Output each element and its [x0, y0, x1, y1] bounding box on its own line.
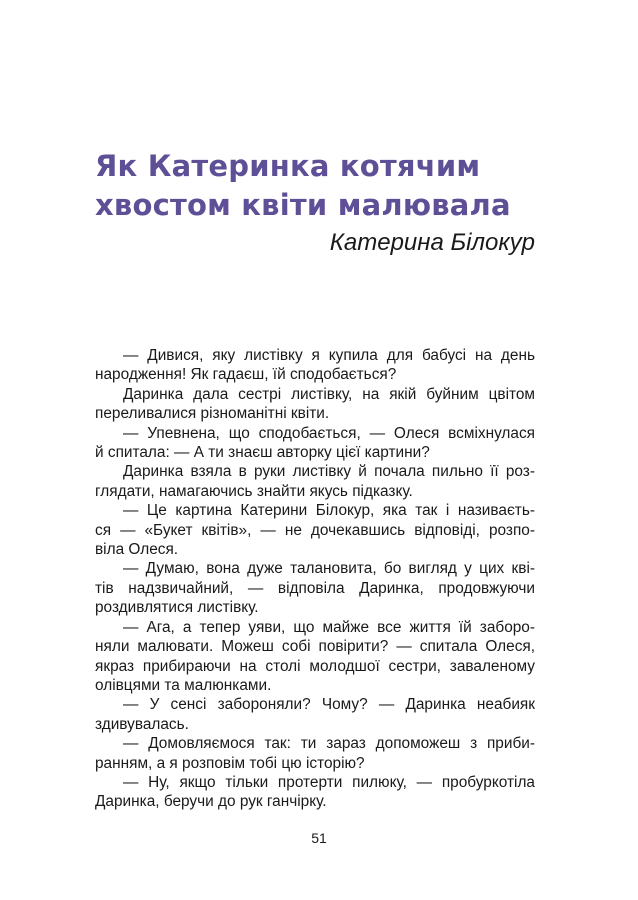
text-line: Даринка дала сестрі листівку, на якій буйним цвітом — [123, 385, 535, 403]
text-line: здивувалась. — [95, 715, 189, 733]
text-line: якраз прибираючи на столі молодшої сестри, заваленому — [95, 657, 535, 675]
text-line: віла Олеся. — [95, 541, 179, 559]
chapter-title — [95, 147, 555, 225]
text-line: глядати, намагаючись знайти якусь підказку. — [95, 482, 413, 500]
text-line: — Упевнена, що сподобається, — Олеся всміхнулася — [123, 424, 535, 442]
text-line: — У сенсі забороняли? Чому? — Даринка неабияк — [123, 696, 535, 714]
text-line: ранням, а я розповім тобі цю історію? — [95, 754, 365, 772]
page-number: 51 — [311, 830, 327, 846]
text-line: Даринка, беручи до рук ганчірку. — [95, 793, 327, 811]
text-line: народження! Як гадаєш, їй сподобається? — [95, 366, 397, 384]
text-line: Даринка взяла в руки листівку й почала пильно її роз- — [123, 463, 535, 481]
chapter-title-line-1: Як Катеринка котячим — [95, 149, 481, 183]
text-line: переливалися різноманітні квіти. — [95, 405, 330, 423]
text-line: тів надзвичайний, — відповіла Даринка, продовжуючи — [95, 579, 535, 597]
story-text — [95, 346, 535, 812]
text-line: — Дивися, яку листівку я купила для бабусі на день — [123, 347, 535, 364]
text-line: — Це картина Катерини Білокур, яка так і називаєть- — [123, 502, 535, 520]
text-line: няли малювати. Можеш собі повірити? — спитала Олеся, — [95, 638, 535, 656]
text-line: — Ну, якщо тільки протерти пилюку, — пробуркотіла — [123, 773, 535, 791]
chapter-title-line-2: хвостом квіти малювала — [95, 188, 511, 222]
text-line: ся — «Букет квітів», — не дочекавшись відповіді, розпо- — [95, 521, 535, 539]
text-line: — Ага, а тепер уяви, що майже все життя їй заборо- — [123, 618, 535, 636]
text-line: роздивлятися листівку. — [95, 599, 259, 617]
text-line: й спитала: — А ти знаєш авторку цієї картини? — [95, 444, 430, 462]
chapter-author: Катерина Білокур — [329, 229, 535, 256]
text-line: — Думаю, вона дуже талановита, бо вигляд у цих кві- — [123, 560, 535, 578]
text-line: — Домовляємося так: ти зараз допоможеш з приби- — [123, 735, 535, 753]
text-line: олівцями та малюнками. — [95, 676, 272, 694]
